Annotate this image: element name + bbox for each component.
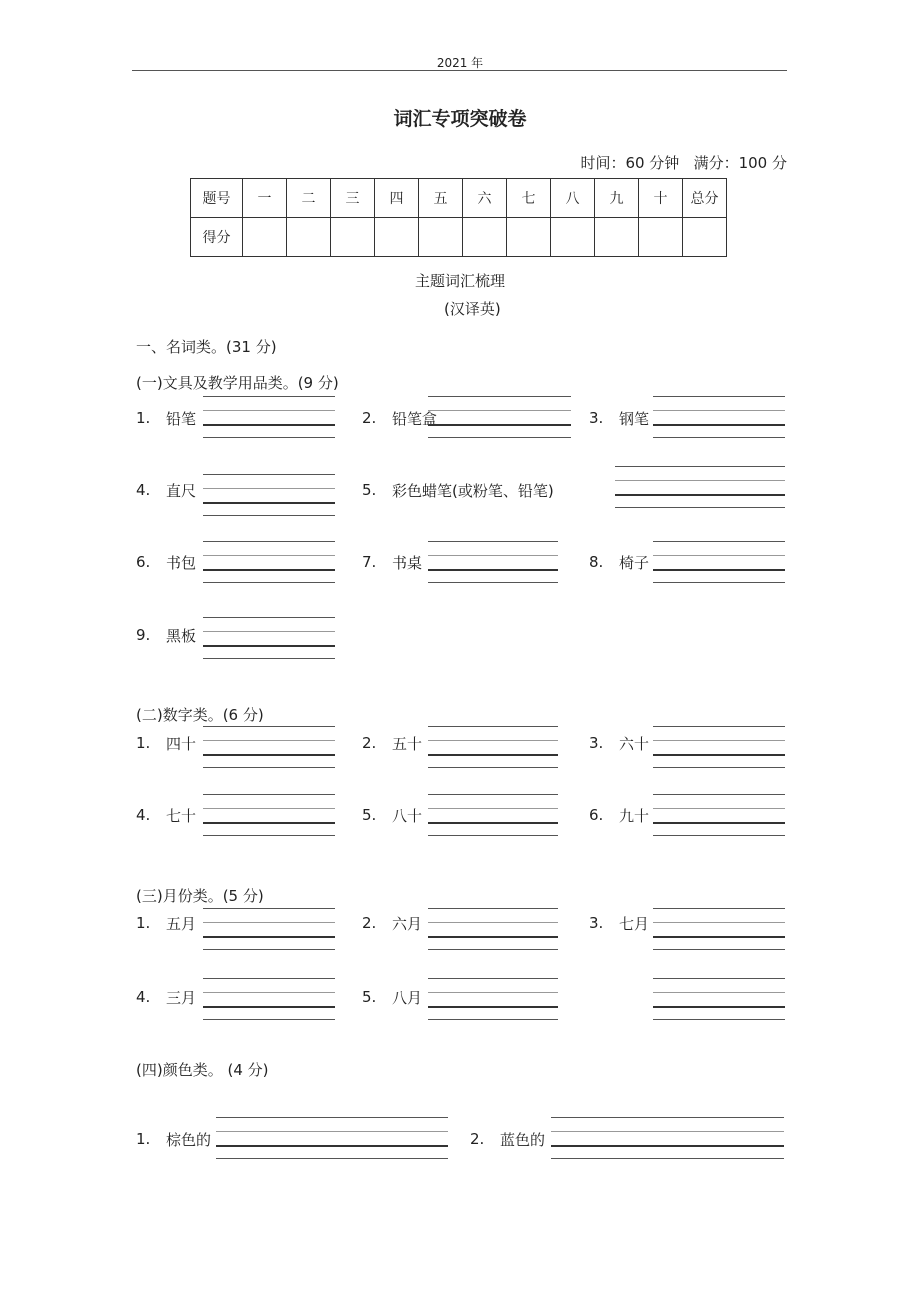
score-header-cell: 七 [507,179,551,218]
item-prompt: 七十 [166,807,197,825]
answer-writing-lines[interactable] [653,978,785,1020]
score-input-cell[interactable] [331,218,375,257]
answer-writing-lines[interactable] [203,726,335,768]
item-number: 5. [362,481,377,499]
score-input-cell[interactable] [375,218,419,257]
answer-writing-lines[interactable] [653,794,785,836]
answer-writing-lines[interactable] [203,474,335,516]
answer-writing-lines[interactable] [203,541,335,583]
answer-writing-lines[interactable] [653,908,785,950]
item-prompt: 五十 [392,735,423,753]
score-row-label: 得分 [191,218,243,257]
item-prompt: 八月 [392,989,423,1007]
exam-meta: 时间：60 分钟 满分：100 分 [580,154,787,172]
answer-writing-lines[interactable] [428,541,558,583]
answer-writing-lines[interactable] [203,794,335,836]
header-divider [132,70,787,71]
item-prompt: 蓝色的 [500,1131,546,1149]
score-header-cell: 六 [463,179,507,218]
section-subtitle: 主题词汇梳理 [414,272,505,290]
item-number: 6. [136,553,151,571]
answer-writing-lines[interactable] [428,726,558,768]
answer-writing-lines[interactable] [203,396,335,438]
item-prompt: 棕色的 [166,1131,212,1149]
item-number: 4. [136,481,151,499]
score-input-cell[interactable] [507,218,551,257]
answer-writing-lines[interactable] [216,1117,448,1159]
item-prompt: 六十 [619,735,650,753]
item-prompt: 铅笔 [166,410,197,428]
item-number: 3. [589,734,604,752]
answer-writing-lines[interactable] [203,908,335,950]
score-table-header-row [191,179,727,218]
section-heading: (一)文具及教学用品类。(9 分) [136,374,339,392]
score-input-cell[interactable] [243,218,287,257]
page-title: 词汇专项突破卷 [393,108,527,130]
score-input-cell[interactable] [595,218,639,257]
score-table-score-row [191,218,727,257]
item-number: 5. [362,988,377,1006]
item-number: 7. [362,553,377,571]
score-input-cell[interactable] [639,218,683,257]
answer-writing-lines[interactable] [203,617,335,659]
item-number: 8. [589,553,604,571]
item-prompt: 九十 [619,807,650,825]
item-number: 3. [589,409,604,427]
item-number: 3. [589,914,604,932]
score-input-cell[interactable] [551,218,595,257]
page-header-year: 2021 年 [436,56,484,70]
answer-writing-lines[interactable] [203,978,335,1020]
item-number: 2. [362,914,377,932]
item-prompt: 四十 [166,735,197,753]
answer-writing-lines[interactable] [428,396,571,438]
item-number: 6. [589,806,604,824]
item-number: 2. [470,1130,485,1148]
answer-writing-lines[interactable] [428,978,558,1020]
section-heading: (二)数字类。(6 分) [136,706,264,724]
item-prompt: 椅子 [619,554,650,572]
item-number: 4. [136,988,151,1006]
score-header-cell: 九 [595,179,639,218]
item-prompt: 七月 [619,915,650,933]
item-prompt: 彩色蜡笔(或粉笔、铅笔) [392,482,554,500]
part-heading: 一、名词类。(31 分) [136,338,277,356]
score-header-cell: 三 [331,179,375,218]
item-number: 1. [136,1130,151,1148]
score-input-cell[interactable] [287,218,331,257]
item-number: 1. [136,914,151,932]
score-input-cell[interactable] [419,218,463,257]
item-prompt: 八十 [392,807,423,825]
item-number: 9. [136,626,151,644]
score-header-cell: 十 [639,179,683,218]
item-prompt: 三月 [166,989,197,1007]
item-prompt: 直尺 [166,482,197,500]
item-prompt: 钢笔 [619,410,650,428]
item-prompt: 五月 [166,915,197,933]
score-header-cell: 四 [375,179,419,218]
score-header-cell: 一 [243,179,287,218]
item-prompt: 书桌 [392,554,423,572]
section-subtitle-translation: (汉译英) [444,300,501,318]
item-prompt: 黑板 [166,627,197,645]
answer-writing-lines[interactable] [551,1117,784,1159]
score-header-cell: 总分 [683,179,727,218]
score-header-cell: 二 [287,179,331,218]
item-number: 2. [362,409,377,427]
item-number: 1. [136,734,151,752]
answer-writing-lines[interactable] [653,541,785,583]
item-prompt: 铅笔盒 [392,410,438,428]
answer-writing-lines[interactable] [428,794,558,836]
score-input-cell[interactable] [463,218,507,257]
score-table [190,178,727,257]
item-number: 1. [136,409,151,427]
score-header-cell: 五 [419,179,463,218]
answer-writing-lines[interactable] [428,908,558,950]
score-input-cell[interactable] [683,218,727,257]
item-prompt: 书包 [166,554,197,572]
section-heading: (三)月份类。(5 分) [136,887,264,905]
answer-writing-lines[interactable] [653,726,785,768]
item-prompt: 六月 [392,915,423,933]
score-header-cell: 题号 [191,179,243,218]
answer-writing-lines[interactable] [615,466,785,508]
item-number: 4. [136,806,151,824]
item-number: 5. [362,806,377,824]
item-number: 2. [362,734,377,752]
section-heading: (四)颜色类。 (4 分) [136,1061,269,1079]
score-header-cell: 八 [551,179,595,218]
answer-writing-lines[interactable] [653,396,785,438]
